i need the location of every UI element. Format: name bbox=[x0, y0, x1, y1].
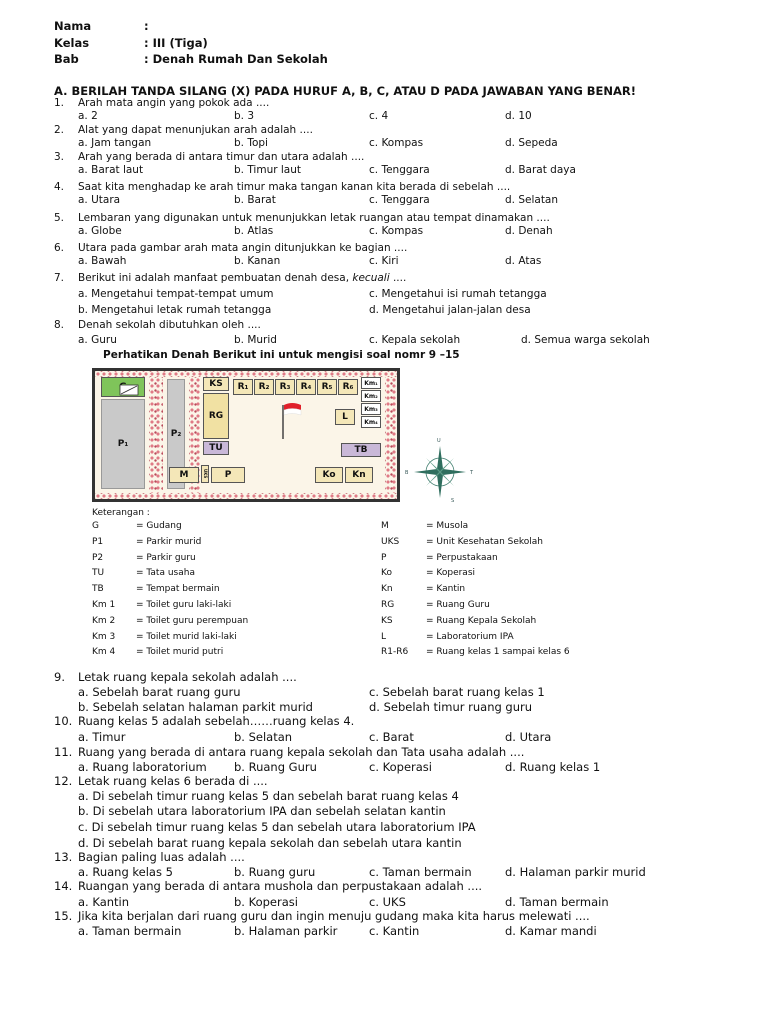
legend-value: = Koperasi bbox=[426, 568, 476, 579]
question-number: 3. bbox=[54, 151, 65, 163]
option-b[interactable]: b. Koperasi bbox=[234, 895, 298, 909]
map-label: RG bbox=[208, 411, 224, 421]
kelas-label: Kelas bbox=[54, 36, 90, 50]
map-toilet-4 bbox=[361, 416, 381, 428]
legend-key: P1 bbox=[92, 536, 104, 547]
map-toilet-1 bbox=[361, 377, 381, 389]
option-b[interactable]: b. Barat bbox=[234, 194, 276, 206]
compass-east: T bbox=[470, 470, 474, 476]
legend-value: = Parkir guru bbox=[136, 552, 196, 563]
option-b[interactable]: b. Di sebelah utara laboratorium IPA dan sebelah selatan kantin bbox=[78, 804, 446, 818]
legend-value: = Toilet murid laki-laki bbox=[136, 631, 237, 642]
option-c[interactable]: c. Mengetahui isi rumah tetangga bbox=[369, 288, 547, 300]
nama-value: : bbox=[144, 19, 149, 33]
legend-key: Ko bbox=[381, 568, 392, 579]
option-a[interactable]: a. Di sebelah timur ruang kelas 5 dan sebelah barat ruang kelas 4 bbox=[78, 789, 459, 803]
option-c[interactable]: c. Taman bermain bbox=[369, 865, 472, 879]
legend-value: = Toilet guru laki-laki bbox=[136, 600, 232, 610]
legend-value: = Tata usaha bbox=[136, 568, 195, 579]
option-b[interactable]: b. Murid bbox=[234, 334, 277, 346]
map-label: TB bbox=[354, 445, 368, 455]
option-d[interactable]: d. Atas bbox=[505, 255, 542, 267]
option-b[interactable]: b. Atlas bbox=[234, 225, 274, 237]
question-number: 6. bbox=[54, 242, 65, 254]
map-tempat-bermain bbox=[341, 443, 381, 457]
option-d[interactable]: d. Selatan bbox=[505, 194, 559, 206]
option-b[interactable]: b. Kanan bbox=[234, 255, 281, 267]
legend-key: TU bbox=[92, 568, 105, 579]
question-text: Letak ruang kelas 6 berada di .... bbox=[78, 774, 268, 788]
legend-value: = Perpustakaan bbox=[426, 552, 498, 563]
option-c[interactable]: c. Kompas bbox=[369, 225, 424, 237]
option-d[interactable]: d. Kamar mandi bbox=[505, 924, 597, 938]
question-number: 1. bbox=[54, 97, 65, 109]
option-a[interactable]: a. Barat laut bbox=[78, 164, 144, 176]
option-d[interactable]: d. Ruang kelas 1 bbox=[505, 760, 601, 774]
legend-value: = Tempat bermain bbox=[136, 584, 220, 595]
map-musola bbox=[169, 467, 199, 483]
question-number: 8. bbox=[54, 319, 65, 331]
option-b[interactable]: b. Mengetahui letak rumah tetangga bbox=[78, 304, 272, 316]
option-c[interactable]: c. Kompas bbox=[369, 137, 424, 149]
map-label: M bbox=[179, 470, 189, 480]
question-text: Saat kita menghadap ke arah timur maka tangan kanan kita berada di sebelah .... bbox=[78, 181, 511, 193]
legend-value: = Laboratorium IPA bbox=[426, 631, 514, 642]
option-b[interactable]: b. Timur laut bbox=[234, 164, 302, 176]
map-toilet-2 bbox=[361, 390, 381, 402]
option-a[interactable]: a. Kantin bbox=[78, 895, 130, 909]
map-instruction: Perhatikan Denah Berikut ini untuk mengisi soal nomr 9 –15 bbox=[103, 349, 460, 361]
map-kantin bbox=[345, 467, 373, 483]
section-a-instruction: A. BERILAH TANDA SILANG (X) PADA HURUF A, B, C, ATAU D PADA JAWABAN YANG BENAR! bbox=[54, 84, 637, 98]
question-text: Alat yang dapat menunjukan arah adalah .... bbox=[78, 124, 313, 136]
option-a[interactable]: a. Utara bbox=[78, 194, 121, 206]
legend-value: = Musola bbox=[426, 521, 469, 531]
option-b[interactable]: b. Ruang Guru bbox=[234, 760, 317, 774]
legend-key: R1-R6 bbox=[381, 647, 409, 658]
option-b[interactable]: b. 3 bbox=[234, 110, 255, 122]
question-text: Letak ruang kepala sekolah adalah .... bbox=[78, 670, 297, 684]
option-b[interactable]: b. Ruang guru bbox=[234, 865, 316, 879]
legend-key: G bbox=[92, 521, 99, 531]
map-label: Km₁ bbox=[364, 379, 378, 387]
compass-rose-icon bbox=[404, 440, 476, 506]
map-label: P₂ bbox=[170, 429, 182, 439]
legend-value: = Toilet guru perempuan bbox=[136, 615, 249, 626]
question-number: 7. bbox=[54, 272, 65, 284]
legend-value: = Unit Kesehatan Sekolah bbox=[426, 536, 543, 547]
option-b[interactable]: b. Topi bbox=[234, 137, 268, 149]
option-a[interactable]: a. Timur bbox=[78, 730, 126, 744]
map-kepala-sekolah bbox=[203, 377, 229, 391]
map-label: R₅ bbox=[321, 382, 333, 392]
q7-text-pre: Berikut ini adalah manfaat pembuatan denah desa, bbox=[78, 272, 353, 284]
q7-text-emphasis: kecuali bbox=[352, 272, 390, 284]
question-number: 11. bbox=[54, 745, 73, 759]
map-label: TU bbox=[209, 443, 223, 453]
map-label: R₂ bbox=[258, 382, 270, 392]
bab-label: Bab bbox=[54, 52, 79, 66]
option-c[interactable]: c. Kepala sekolah bbox=[369, 334, 461, 346]
option-c[interactable]: c. Tenggara bbox=[369, 164, 430, 176]
map-label: R₁ bbox=[237, 382, 249, 392]
legend-key: KS bbox=[381, 615, 393, 626]
option-c[interactable]: c. Barat bbox=[369, 730, 414, 744]
legend-key: RG bbox=[381, 600, 395, 610]
legend-key: P bbox=[381, 552, 387, 563]
option-a[interactable]: a. Mengetahui tempat-tempat umum bbox=[78, 288, 274, 300]
map-label: KS bbox=[209, 379, 223, 389]
option-c[interactable]: c. Sebelah barat ruang kelas 1 bbox=[369, 685, 545, 699]
flower-strip bbox=[149, 377, 163, 493]
option-a[interactable]: a. Jam tangan bbox=[78, 137, 152, 149]
map-label: L bbox=[342, 412, 348, 422]
map-label: P₁ bbox=[117, 439, 129, 449]
option-c[interactable]: c. Tenggara bbox=[369, 194, 430, 206]
compass-north: U bbox=[437, 438, 441, 444]
map-perpustakaan bbox=[211, 467, 245, 483]
question-number: 2. bbox=[54, 124, 65, 136]
option-a[interactable]: a. Globe bbox=[78, 225, 122, 237]
map-kelas-2 bbox=[254, 379, 274, 395]
question-text: Ruang kelas 5 adalah sebelah……ruang kelas 4. bbox=[78, 714, 355, 728]
legend-value: = Parkir murid bbox=[136, 536, 202, 547]
option-d[interactable]: d. 10 bbox=[505, 110, 532, 122]
question-number: 9. bbox=[54, 670, 65, 684]
map-label: Kn bbox=[352, 470, 366, 480]
map-label: Km₂ bbox=[364, 392, 378, 400]
map-kelas-3 bbox=[275, 379, 295, 395]
option-a[interactable]: a. Ruang laboratorium bbox=[78, 760, 207, 774]
legend-key: Km 2 bbox=[92, 615, 116, 626]
map-label: Ko bbox=[322, 470, 336, 480]
option-c[interactable]: c. 4 bbox=[369, 110, 389, 122]
warehouse-icon bbox=[119, 383, 141, 397]
map-label: R₃ bbox=[279, 382, 291, 392]
nama-label: Nama bbox=[54, 19, 92, 33]
option-d[interactable]: d. Di sebelah barat ruang kepala sekolah dan sebelah utara kantin bbox=[78, 836, 462, 850]
map-label: Km₃ bbox=[364, 405, 378, 413]
map-label: P bbox=[224, 470, 232, 480]
legend-value: = Ruang Guru bbox=[426, 600, 490, 610]
question-text: Arah yang berada di antara timur dan utara adalah .... bbox=[78, 151, 365, 163]
legend-key: Km 3 bbox=[92, 631, 116, 642]
option-a[interactable]: a. Guru bbox=[78, 334, 117, 346]
map-ruang-guru bbox=[203, 393, 229, 439]
compass-west: B bbox=[405, 470, 409, 476]
q7-text-post: .... bbox=[389, 272, 407, 284]
option-c[interactable]: c. Kantin bbox=[369, 924, 420, 938]
map-koperasi bbox=[315, 467, 343, 483]
flower-strip bbox=[385, 377, 397, 493]
school-floor-plan bbox=[92, 368, 400, 502]
map-toilet-3 bbox=[361, 403, 381, 415]
question-number: 13. bbox=[54, 850, 73, 864]
question-text: Ruang yang berada di antara ruang kepala sekolah dan Tata usaha adalah .... bbox=[78, 745, 525, 759]
option-d[interactable]: d. Utara bbox=[505, 730, 552, 744]
question-text: Utara pada gambar arah mata angin ditunjukkan ke bagian .... bbox=[78, 242, 408, 254]
map-label: R₄ bbox=[300, 382, 312, 392]
map-kelas-6 bbox=[338, 379, 358, 395]
question-number: 10. bbox=[54, 714, 73, 728]
option-c[interactable]: c. Koperasi bbox=[369, 760, 432, 774]
question-number: 5. bbox=[54, 212, 65, 224]
legend-key: L bbox=[381, 631, 387, 642]
map-parkir-murid bbox=[101, 399, 145, 489]
question-number: 4. bbox=[54, 181, 65, 193]
question-number: 14. bbox=[54, 879, 73, 893]
map-laboratorium bbox=[335, 409, 355, 425]
map-kelas-4 bbox=[296, 379, 316, 395]
question-number: 15. bbox=[54, 909, 73, 923]
option-d[interactable]: d. Sebelah timur ruang guru bbox=[369, 700, 533, 714]
option-d[interactable]: d. Semua warga sekolah bbox=[521, 334, 650, 346]
question-text bbox=[78, 272, 406, 284]
option-a[interactable]: a. Ruang kelas 5 bbox=[78, 865, 173, 879]
legend-key: UKS bbox=[381, 536, 400, 547]
map-uks bbox=[201, 465, 209, 483]
map-label: UKS bbox=[203, 469, 208, 479]
option-a[interactable]: a. Sebelah barat ruang guru bbox=[78, 685, 241, 699]
legend-value: = Ruang kelas 1 sampai kelas 6 bbox=[426, 647, 570, 658]
legend-key: Km 4 bbox=[92, 647, 116, 658]
legend-key: Km 1 bbox=[92, 600, 116, 610]
option-a[interactable]: a. 2 bbox=[78, 110, 98, 122]
map-kelas-5 bbox=[317, 379, 337, 395]
legend-title: Keterangan : bbox=[92, 508, 150, 518]
question-text: Bagian paling luas adalah .... bbox=[78, 850, 245, 864]
legend-value: = Toilet murid putri bbox=[136, 647, 224, 658]
option-d[interactable]: d. Taman bermain bbox=[505, 895, 609, 909]
legend-value: = Gudang bbox=[136, 521, 182, 531]
option-b[interactable]: b. Sebelah selatan halaman parkit murid bbox=[78, 700, 313, 714]
kelas-value: : III (Tiga) bbox=[144, 36, 208, 50]
map-kelas-1 bbox=[233, 379, 253, 395]
option-d[interactable]: d. Barat daya bbox=[505, 164, 576, 176]
option-b[interactable]: b. Selatan bbox=[234, 730, 293, 744]
flower-border-bottom bbox=[95, 493, 397, 499]
option-c[interactable]: c. Kiri bbox=[369, 255, 399, 267]
question-text: Denah sekolah dibutuhkan oleh .... bbox=[78, 319, 261, 331]
flag-icon bbox=[281, 401, 303, 441]
bab-value: : Denah Rumah Dan Sekolah bbox=[144, 52, 328, 66]
option-a[interactable]: a. Bawah bbox=[78, 255, 127, 267]
question-number: 12. bbox=[54, 774, 73, 788]
question-text: Lembaran yang digunakan untuk menunjukkan letak ruangan atau tempat dinamakan .... bbox=[78, 212, 550, 224]
option-d[interactable]: d. Mengetahui jalan-jalan desa bbox=[369, 304, 531, 316]
map-label: R₆ bbox=[342, 382, 354, 392]
map-tata-usaha bbox=[203, 441, 229, 455]
legend-key: Kn bbox=[381, 584, 393, 595]
legend-value: = Kantin bbox=[426, 584, 466, 595]
question-text: Jika kita berjalan dari ruang guru dan ingin menuju gudang maka kita harus melewati .... bbox=[78, 909, 590, 923]
question-text: Arah mata angin yang pokok ada .... bbox=[78, 97, 270, 109]
legend-key: TB bbox=[92, 584, 104, 595]
option-c[interactable]: c. Di sebelah timur ruang kelas 5 dan sebelah utara laboratorium IPA bbox=[78, 820, 476, 834]
compass-south: S bbox=[451, 498, 455, 504]
option-d[interactable]: d. Denah bbox=[505, 225, 553, 237]
legend-value: = Ruang Kepala Sekolah bbox=[426, 615, 537, 626]
option-c[interactable]: c. UKS bbox=[369, 895, 406, 909]
legend-key: M bbox=[381, 521, 389, 531]
option-d[interactable]: d. Sepeda bbox=[505, 137, 558, 149]
option-a[interactable]: a. Taman bermain bbox=[78, 924, 182, 938]
map-label: Km₄ bbox=[364, 418, 378, 426]
legend-key: P2 bbox=[92, 552, 104, 563]
option-d[interactable]: d. Halaman parkir murid bbox=[505, 865, 646, 879]
option-b[interactable]: b. Halaman parkir bbox=[234, 924, 338, 938]
question-text: Ruangan yang berada di antara mushola dan perpustakaan adalah .... bbox=[78, 879, 483, 893]
